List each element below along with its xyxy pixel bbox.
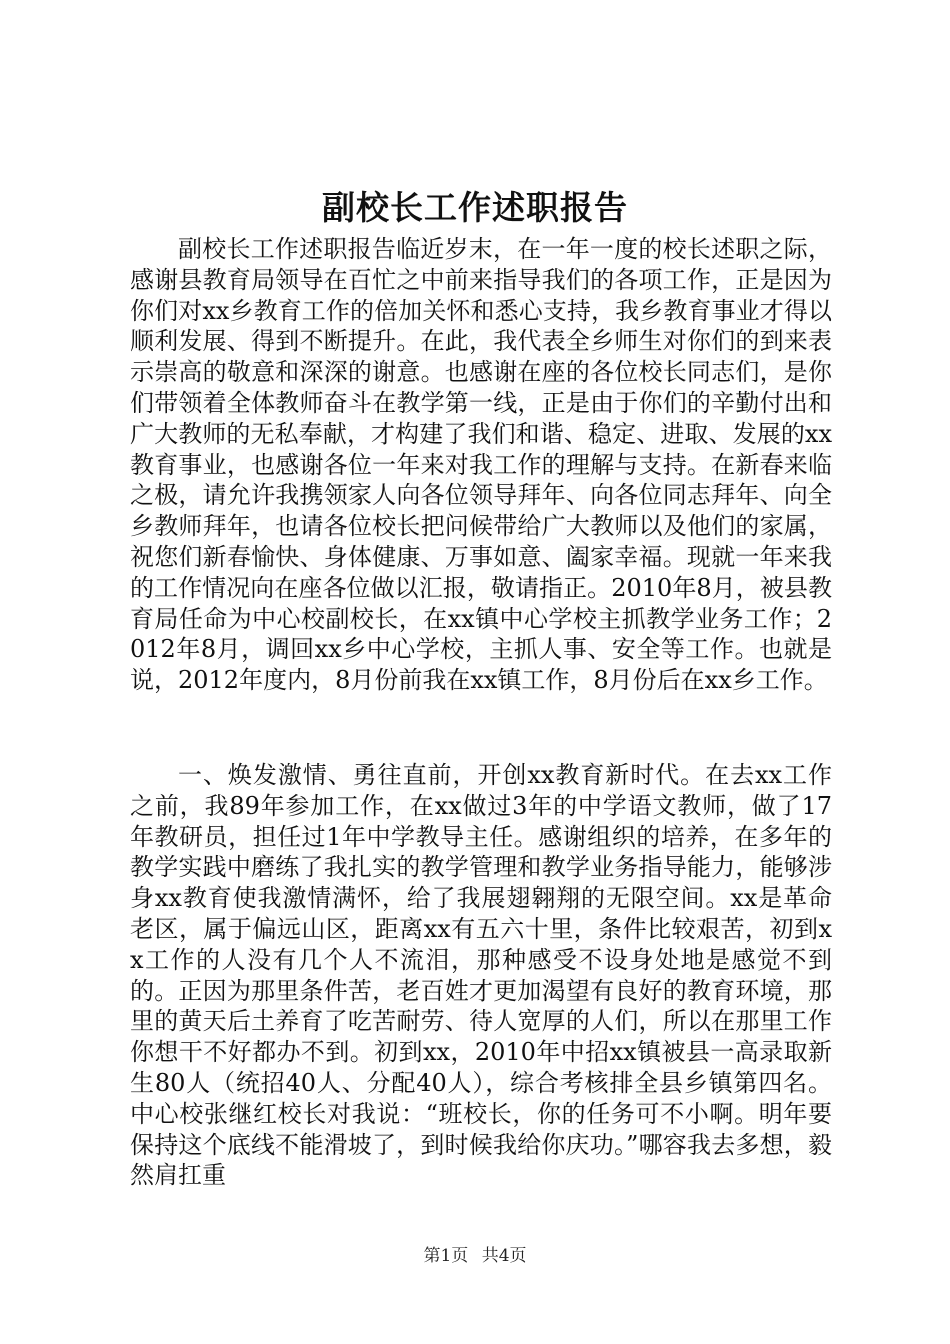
document-title: 副校长工作述职报告 xyxy=(322,188,628,227)
page-footer xyxy=(0,1244,950,1268)
page-total: 共4页 xyxy=(481,1246,527,1266)
paragraph-intro: 副校长工作述职报告临近岁末，在一年一度的校长述职之际，感谢县教育局领导在百忙之中前来指导我们的各项工作，正是因为你们对xx乡教育工作的倍加关怀和悉心支持，我乡教育事业才得以顺利发展、得到不断提升。在此，我代表全乡师生对你们的到来表示崇高的敬意和深深的谢意。也感谢在座的各位校长同志们，是你们带领着全体教师奋斗在教学第一线，正是由于你们的辛勤付出和广大教师的无私奉献，才构建了我们和谐、稳定、进取、发展的xx教育事业，也感谢各位一年来对我工作的理解与支持。在新春来临之极，请允许我携领家人向各位领导拜年、向各位同志拜年、向全乡教师拜年，也请各位校长把问候带给广大教师以及他们的家属，祝您们新春愉快、身体健康、万事如意、阖家幸福。现就一年来我的工作情况向在座各位做以汇报，敬请指正。2010年8月，被县教育局任命为中心校副校长，在xx镇中心学校主抓教学业务工作；2012年8月，调回xx乡中心学校，主抓人事、安全等工作。也就是说，2012年度内，8月份前我在xx镇工作，8月份后在xx乡工作。 xyxy=(130,235,832,695)
page-number: 第1页 xyxy=(423,1246,469,1266)
paragraph-section-one: 一、焕发激情、勇往直前，开创xx教育新时代。在去xx工作之前，我89年参加工作，在xx做过3年的中学语文教师，做了17年教研员，担任过1年中学教导主任。感谢组织的培养，在多年的教学实践中磨练了我扎实的教学管理和教学业务指导能力，能够涉身xx教育使我激情满怀，给了我展翅翱翔的无限空间。xx是革命老区，属于偏远山区，距离xx有五六十里，条件比较艰苦，初到xx工作的人没有几个人不流泪，那种感受不设身处地是感觉不到的。正因为那里条件苦，老百姓才更加渴望有良好的教育环境，那里的黄天后土养育了吃苦耐劳、待人宽厚的人们，所以在那里工作你想干不好都办不到。初到xx，2010年中招xx镇被县一高录取新生80人（统招40人、分配40人），综合考核排全县乡镇第四名。中心校张继红校长对我说：“班校长，你的任务可不小啊。明年要保持这个底线不能滑坡了，到时候我给你庆功。”哪容我去多想，毅然肩扛重 xyxy=(130,761,832,1190)
